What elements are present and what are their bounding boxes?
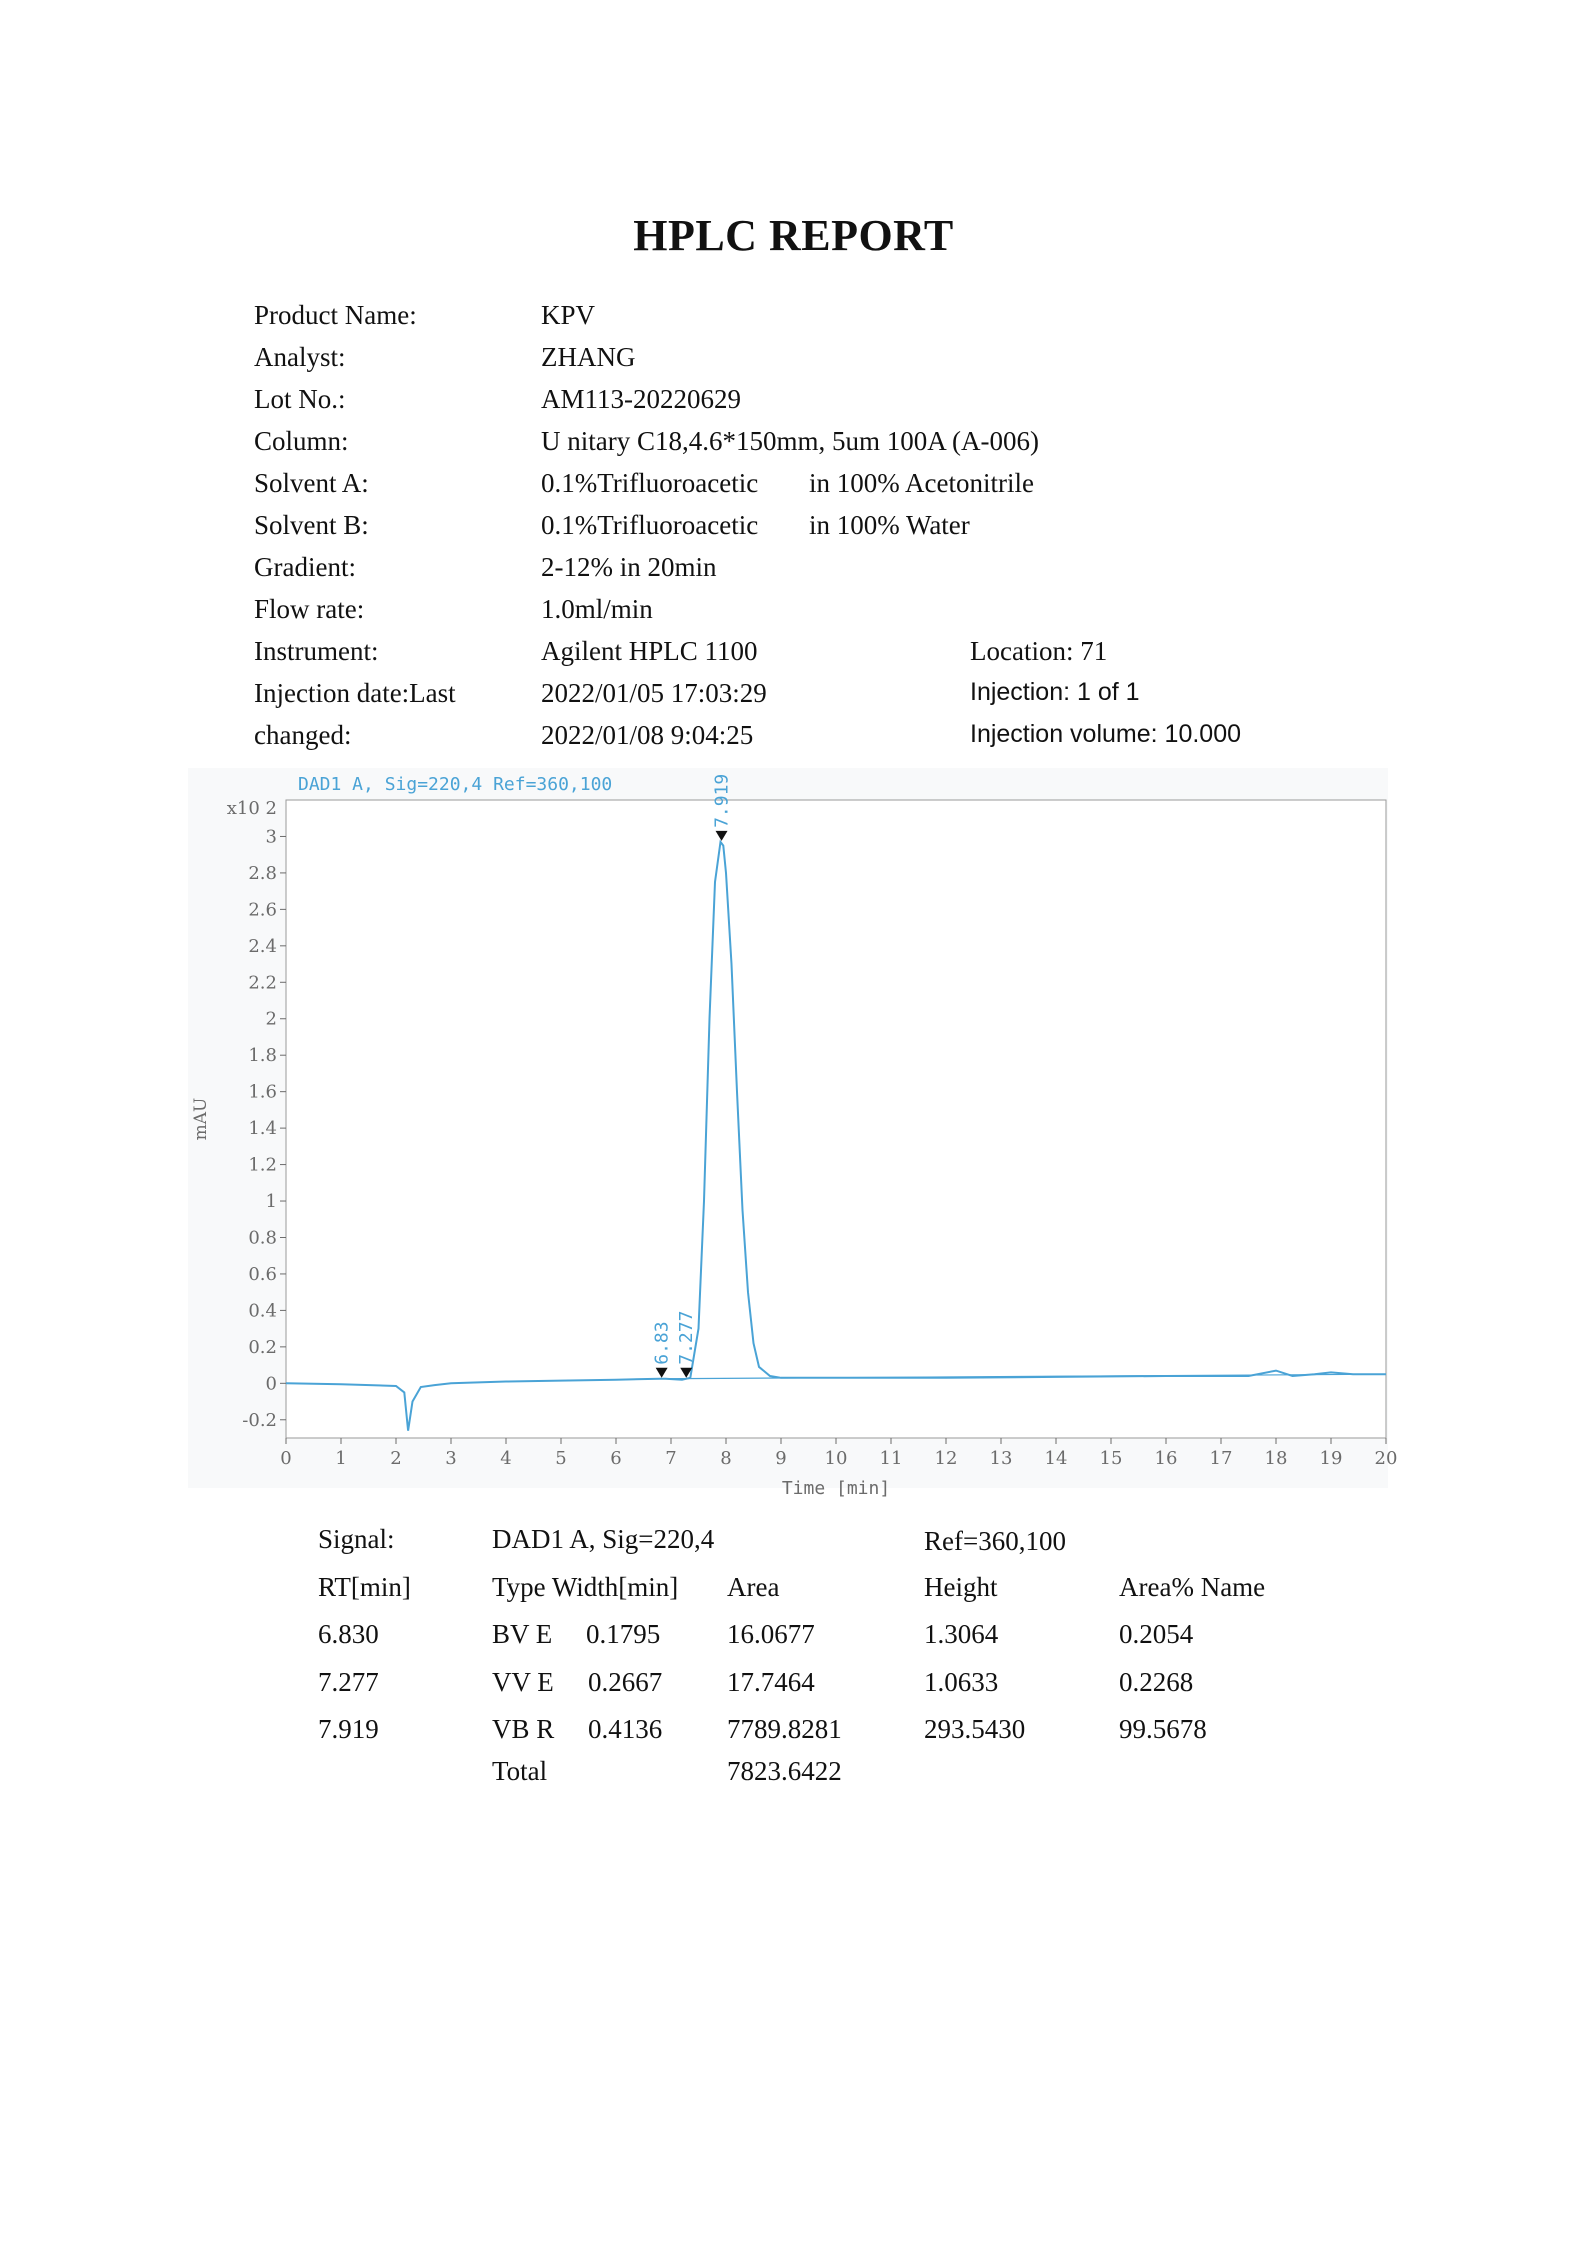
x-tick-label-4: 4 — [500, 1448, 512, 1469]
row-3-area-pct: 99.5678 — [1119, 1714, 1207, 1744]
flow-value: 1.0ml/min — [541, 594, 653, 624]
x-tick-label-3: 3 — [445, 1448, 457, 1469]
row-3-area: 7789.8281 — [727, 1714, 842, 1744]
y-tick-label-12: 2.2 — [248, 972, 277, 994]
row-2-area-pct: 0.2268 — [1119, 1667, 1194, 1697]
row-2-width: 0.2667 — [588, 1667, 663, 1697]
x-tick-label-19: 19 — [1319, 1448, 1343, 1469]
y-tick-label-14: 2.6 — [248, 899, 277, 921]
product-label: Product Name: — [254, 300, 417, 330]
solvent-b-value: 0.1%Trifluoroacetic — [541, 510, 759, 540]
lot-label: Lot No.: — [254, 384, 346, 414]
row-2-height: 1.0633 — [924, 1667, 999, 1697]
row-3-width: 0.4136 — [588, 1714, 663, 1744]
changed-value: 2022/01/08 9:04:25 — [541, 720, 754, 750]
x-tick-label-10: 10 — [824, 1448, 848, 1469]
total-area: 7823.6422 — [727, 1756, 842, 1786]
y-tick-label-13: 2.4 — [248, 935, 277, 957]
total-label: Total — [492, 1756, 548, 1786]
y-tick-label-10: 1.8 — [248, 1045, 277, 1067]
solvent-a-value: 0.1%Trifluoroacetic — [541, 468, 759, 498]
y-axis-label: mAU — [191, 1097, 211, 1141]
y-tick-label-3: 0.4 — [248, 1300, 277, 1322]
x-tick-label-1: 1 — [335, 1448, 347, 1469]
x-tick-label-18: 18 — [1264, 1448, 1288, 1469]
x-tick-label-16: 16 — [1154, 1448, 1178, 1469]
x-tick-label-5: 5 — [555, 1448, 567, 1469]
column-value: U nitary C18,4.6*150mm, 5um 100A (A-006) — [541, 426, 1039, 456]
x-tick-label-6: 6 — [610, 1448, 622, 1469]
x-axis-label: Time [min] — [781, 1478, 891, 1499]
x-tick-label-13: 13 — [989, 1448, 1013, 1469]
x-tick-label-9: 9 — [775, 1448, 787, 1469]
report-title: HPLC REPORT — [633, 211, 954, 260]
solvent-b-extra: in 100% Water — [809, 510, 970, 540]
flow-label: Flow rate: — [254, 594, 365, 624]
solvent-a-label: Solvent A: — [254, 468, 369, 498]
solvent-a-extra: in 100% Acetonitrile — [809, 468, 1034, 498]
y-multiplier-label: x10 2 — [226, 798, 277, 819]
x-tick-label-17: 17 — [1209, 1448, 1233, 1469]
injection-volume-text: Injection volume: 10.000 — [970, 720, 1242, 748]
y-tick-label-11: 2 — [265, 1008, 277, 1030]
header-area: Area — [727, 1572, 780, 1602]
y-tick-label-4: 0.6 — [248, 1263, 277, 1285]
row-3-type: VB R — [492, 1714, 555, 1744]
row-1-area-pct: 0.2054 — [1119, 1619, 1194, 1649]
x-tick-label-2: 2 — [390, 1448, 402, 1469]
injection-date-value: 2022/01/05 17:03:29 — [541, 678, 767, 708]
x-tick-label-8: 8 — [720, 1448, 732, 1469]
row-1-rt: 6.830 — [318, 1619, 379, 1649]
chromatogram-chart — [188, 768, 1398, 1499]
signal-value: DAD1 A, Sig=220,4 — [492, 1524, 715, 1554]
instrument-label: Instrument: — [254, 636, 379, 666]
row-1-area: 16.0677 — [727, 1619, 815, 1649]
peak-label-1: 7.277 — [676, 1310, 698, 1365]
row-2-area: 17.7464 — [727, 1667, 815, 1697]
ref-value: Ref=360,100 — [924, 1526, 1066, 1556]
signal-header-label: DAD1 A, Sig=220,4 Ref=360,100 — [298, 774, 613, 795]
peak-label-2: 7.919 — [711, 773, 733, 828]
x-tick-label-15: 15 — [1099, 1448, 1123, 1469]
y-tick-label-0: -0.2 — [242, 1409, 277, 1431]
row-3-rt: 7.919 — [318, 1714, 379, 1744]
x-tick-label-7: 7 — [665, 1448, 677, 1469]
row-2-type: VV E — [492, 1667, 554, 1697]
signal-label: Signal: — [318, 1524, 395, 1554]
peak-label-0: 6.83 — [651, 1321, 673, 1365]
x-tick-label-11: 11 — [879, 1448, 903, 1469]
column-label: Column: — [254, 426, 349, 456]
header-type-width: Type Width[min] — [492, 1572, 679, 1602]
y-tick-label-5: 0.8 — [248, 1227, 277, 1249]
x-tick-label-12: 12 — [934, 1448, 958, 1469]
header-rt: RT[min] — [318, 1572, 411, 1602]
injection-text: Injection: 1 of 1 — [970, 678, 1140, 706]
gradient-value: 2-12% in 20min — [541, 552, 717, 582]
y-tick-label-6: 1 — [265, 1191, 277, 1213]
analyst-label: Analyst: — [254, 342, 346, 372]
x-tick-label-0: 0 — [280, 1448, 292, 1469]
lot-value: AM113-20220629 — [541, 384, 741, 414]
header-area-pct-name: Area% Name — [1119, 1572, 1266, 1602]
injection-date-label: Injection date:Last — [254, 678, 456, 708]
row-1-width: 0.1795 — [586, 1619, 661, 1649]
solvent-b-label: Solvent B: — [254, 510, 369, 540]
chromatogram-svg — [188, 768, 1398, 1499]
y-tick-label-1: 0 — [265, 1373, 277, 1395]
x-tick-label-14: 14 — [1044, 1448, 1068, 1469]
row-1-height: 1.3064 — [924, 1619, 999, 1649]
changed-label: changed: — [254, 720, 352, 750]
y-tick-label-16: 3 — [265, 826, 277, 848]
analyst-value: ZHANG — [541, 342, 636, 372]
plot-frame — [286, 800, 1386, 1438]
row-3-height: 293.5430 — [924, 1714, 1026, 1744]
gradient-label: Gradient: — [254, 552, 356, 582]
instrument-value: Agilent HPLC 1100 — [541, 636, 758, 666]
product-value: KPV — [541, 300, 596, 330]
y-tick-label-15: 2.8 — [248, 862, 277, 884]
row-1-type: BV E — [492, 1619, 553, 1649]
y-tick-label-2: 0.2 — [248, 1336, 277, 1358]
y-tick-label-8: 1.4 — [248, 1118, 277, 1140]
y-tick-label-7: 1.2 — [248, 1154, 277, 1176]
x-tick-label-20: 20 — [1374, 1448, 1398, 1469]
header-height: Height — [924, 1572, 998, 1602]
row-2-rt: 7.277 — [318, 1667, 379, 1697]
location-text: Location: 71 — [970, 636, 1108, 666]
y-tick-label-9: 1.6 — [248, 1081, 277, 1103]
